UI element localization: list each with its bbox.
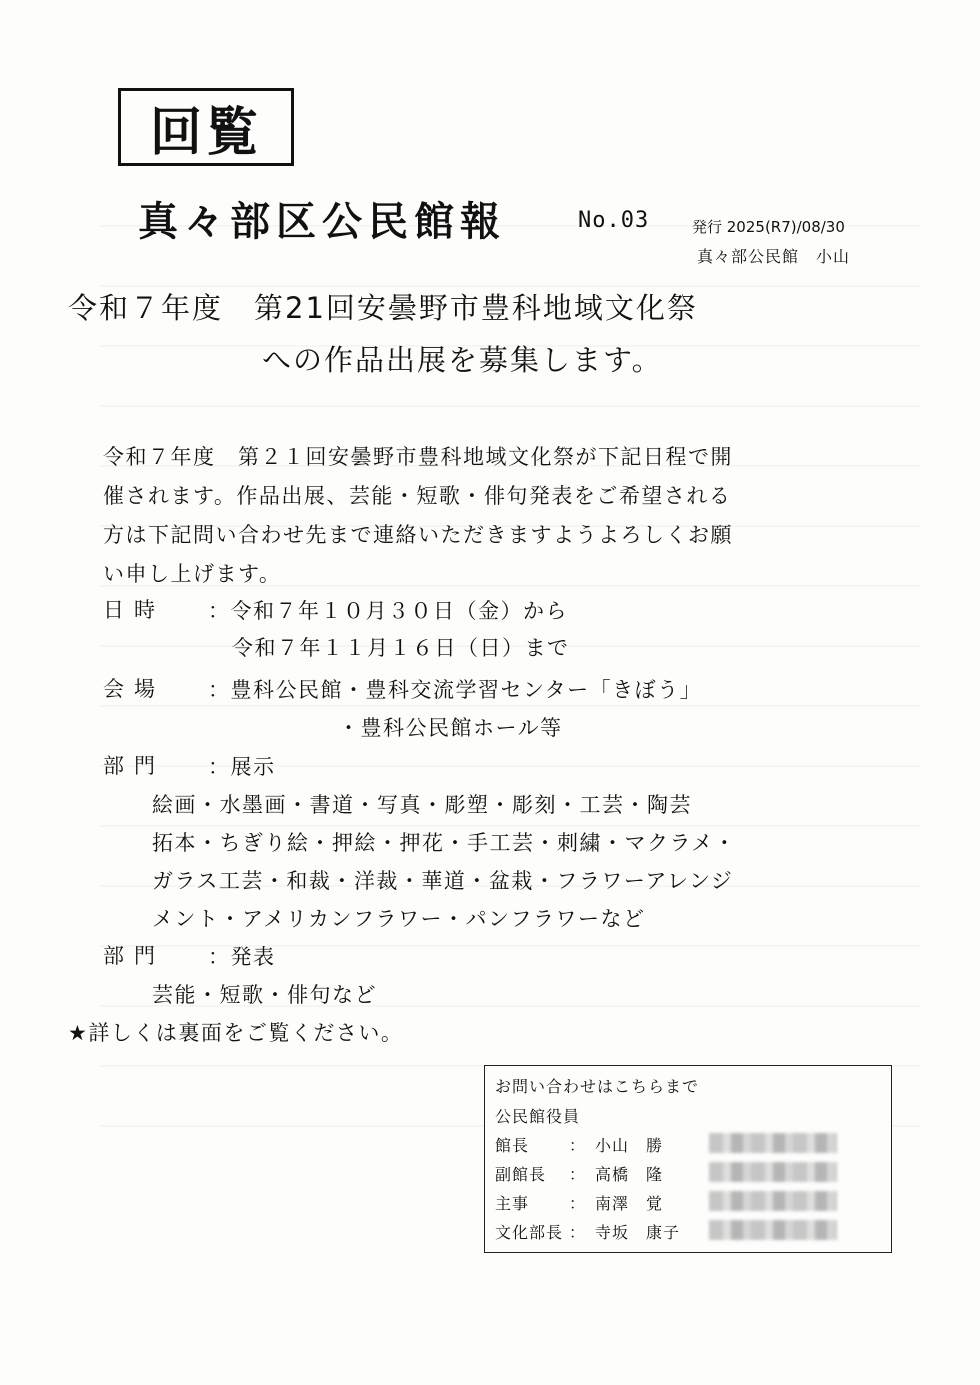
newsletter-title: 真々部区公民館報: [138, 199, 506, 245]
officer-name: 小山 勝: [595, 1136, 664, 1155]
officer-sep: ：: [569, 1194, 587, 1213]
division-exhibit-label: 部門: [103, 754, 165, 778]
officer-sep: ：: [569, 1223, 587, 1242]
issuer: 真々部公民館 小山: [697, 247, 851, 266]
see-reverse-note: ★詳しくは裏面をご覧ください。: [68, 1021, 404, 1045]
exhibit-items-line-3: ガラス工芸・和裁・洋裁・華道・盆栽・フラワーアレンジ: [152, 869, 734, 893]
division-presentation-label: 部門: [103, 944, 165, 968]
circulation-stamp-text: 回覧: [149, 102, 262, 163]
schedule-start: ：令和７年１０月３０日（金）から: [208, 599, 568, 623]
officer-name: 寺坂 康子: [595, 1223, 681, 1242]
schedule-label: 日時: [103, 598, 165, 622]
headline-line-2: への作品出展を募集します。: [262, 343, 663, 377]
redacted-phone: [709, 1191, 837, 1211]
presentation-items: 芸能・短歌・俳句など: [152, 983, 377, 1007]
redacted-phone: [709, 1220, 837, 1240]
circulation-stamp: [118, 88, 294, 166]
division-presentation-value: ：発表: [208, 945, 276, 969]
contact-box: [484, 1065, 892, 1253]
issue-date: 発行 2025(R7)/08/30: [692, 218, 845, 236]
exhibit-items-line-1: 絵画・水墨画・書道・写真・彫塑・彫刻・工芸・陶芸: [152, 793, 692, 817]
venue-line-1: ：豊科公民館・豊科交流学習センター「きぼう」: [208, 678, 703, 702]
intro-line-2: 催されます。作品出展、芸能・短歌・俳句発表をご希望される: [103, 484, 732, 508]
contact-subheading: 公民館役員: [495, 1107, 581, 1126]
officer-role: 館長: [495, 1136, 530, 1155]
intro-line-4: い申し上げます。: [103, 562, 282, 586]
schedule-end: 令和７年１１月１６日（日）まで: [232, 636, 570, 660]
officer-name: 南澤 覚: [595, 1194, 664, 1213]
issue-number: No.03: [578, 208, 650, 233]
redacted-phone: [709, 1133, 837, 1153]
contact-heading: お問い合わせはこちらまで: [495, 1077, 700, 1096]
officer-sep: ：: [569, 1165, 587, 1184]
officer-role: 文化部長: [495, 1223, 564, 1242]
redacted-phone: [709, 1162, 837, 1182]
exhibit-items-line-2: 拓本・ちぎり絵・押絵・押花・手工芸・刺繍・マクラメ・: [152, 831, 737, 855]
intro-line-3: 方は下記問い合わせ先まで連絡いただきますようよろしくお願: [103, 523, 733, 547]
venue-label: 会場: [103, 677, 165, 701]
intro-line-1: 令和７年度 第２１回安曇野市豊科地域文化祭が下記日程で開: [103, 445, 733, 469]
officer-name: 高橋 隆: [595, 1165, 664, 1184]
headline-line-1: 令和７年度 第21回安曇野市豊科地域文化祭: [68, 291, 698, 325]
division-exhibit-value: ：展示: [208, 755, 276, 779]
officer-role: 副館長: [495, 1165, 547, 1184]
officer-role: 主事: [495, 1194, 530, 1213]
venue-line-2: ・豊科公民館ホール等: [338, 716, 563, 740]
officer-sep: ：: [569, 1136, 587, 1155]
exhibit-items-line-4: メント・アメリカンフラワー・パンフラワーなど: [152, 907, 646, 931]
